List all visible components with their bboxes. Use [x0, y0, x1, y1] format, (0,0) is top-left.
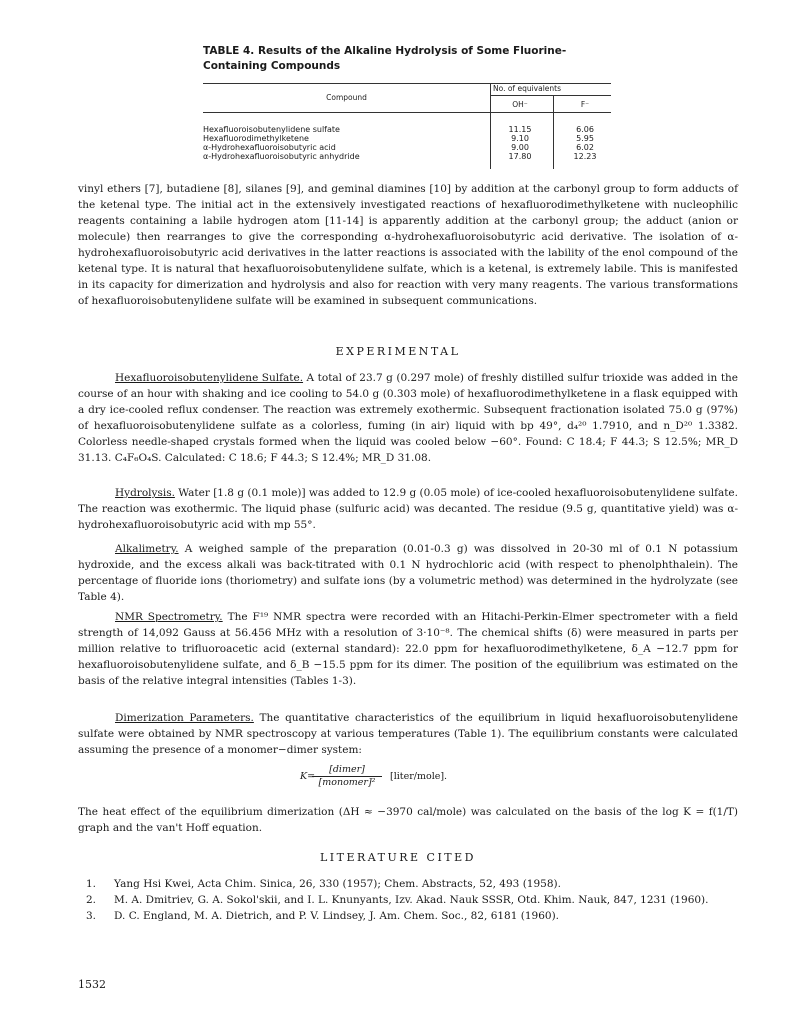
literature-heading: LITERATURE CITED [319, 851, 476, 864]
cell-f: 12.23 [573, 152, 597, 161]
cell-oh: 11.15 [508, 125, 532, 134]
cell-f: 6.02 [576, 143, 594, 152]
section-title: Dimerization Parameters. [115, 712, 254, 724]
header-equivalents: No. of equivalents [493, 84, 561, 93]
formula-denominator: [monomer]² [318, 777, 376, 788]
reference-item [86, 876, 746, 892]
section-title: Alkalimetry. [115, 543, 179, 555]
table-group-rule [491, 95, 611, 96]
section-title: NMR Spectrometry. [115, 611, 223, 623]
reference-number: 2. [86, 894, 97, 906]
table-header-rule [203, 112, 611, 113]
section-text: Water [1.8 g (0.1 mole)] was added to 12.9 g (0.05 mole) of ice-cooled hexafluoroisobutenylidene sulfate. The reaction was exothermic. The liquid phase (sulfuric acid) was decanted. The residue (9.5 g, quantitative yield) was α-hydrohexafluoroisobutyric acid with mp 55°. [78, 487, 738, 531]
intro-paragraph: vinyl ethers [7], butadiene [8], silanes [9], and geminal diamines [10] by addition at the carbonyl group to form adducts of the ketenal type. The initial act in the extensively investigated reactions of hexafluorodimethylketene with nucleophilic reagents containing a labile hydrogen atom [11-14] is apparently addition at the carbonyl group; the adduct (anion or molecule) then rearranges to give the corresponding α-hydrohexafluoroisobutyric acid derivative. The isolation of α-hydrohexafluoroisobutyric acid derivatives in the latter reactions is associated with the lability of the enol compound of the ketenal type. It is natural that hexafluoroisobutenylidene sulfate, which is a ketenal, is extremely labile. This is manifested in its capacity for dimerization and hydrolysis and also for reaction with very many reagents. The various transformations of hexafluoroisobutenylidene sulfate will be examined in subsequent communications. [78, 183, 738, 307]
references-list [86, 876, 746, 924]
section-hydrolysis [78, 485, 738, 533]
reference-text: D. C. England, M. A. Dietrich, and P. V. Lindsey, J. Am. Chem. Soc., 82, 6181 (1960). [114, 910, 559, 922]
section-title: Hexafluoroisobutenylidene Sulfate. [115, 372, 304, 384]
experimental-heading: EXPERIMENTAL [335, 345, 461, 358]
table-row [203, 143, 611, 152]
heat-paragraph: The heat effect of the equilibrium dimerization (ΔH ≈ −3970 cal/mole) was calculated on the basis of the log K = f(1/T) graph and the van't Hoff equation. [78, 806, 738, 834]
cell-compound: α-Hydrohexafluoroisobutyric acid [203, 143, 336, 152]
reference-number: 3. [86, 910, 97, 922]
section-nmr [78, 609, 738, 689]
formula-fraction [312, 764, 382, 789]
cell-compound: Hexafluoroisobutenylidene sulfate [203, 125, 340, 134]
cell-compound: Hexafluorodimethylketene [203, 134, 309, 143]
cell-oh: 17.80 [508, 152, 532, 161]
header-f: F⁻ [580, 100, 590, 109]
cell-compound: α-Hydrohexafluoroisobutyric anhydride [203, 152, 360, 161]
header-compound: Compound [326, 93, 367, 102]
table-caption: TABLE 4. Results of the Alkaline Hydrolysis of Some Fluorine-Containing Compounds [203, 45, 567, 72]
equilibrium-formula [300, 764, 560, 796]
formula-lhs: K= [300, 771, 316, 782]
section-title: Hydrolysis. [115, 487, 175, 499]
table-row [203, 134, 611, 143]
page-number: 1532 [78, 978, 106, 991]
section-text: The F¹⁹ NMR spectra were recorded with an Hitachi-Perkin-Elmer spectrometer with a field strength of 14,092 Gauss at 56.456 MHz with a resolution of 3·10⁻⁸. The chemical shifts (δ) were measured in parts per million relative to trifluoroacetic acid (external standard): 22.0 ppm for hexafluorodimethylketene, δ_A −12.7 ppm for hexafluoroisobutenylidene sulfate, and δ_B −15.5 ppm for its dimer. The position of the equilibrium was estimated on the basis of the relative integral intensities (Tables 1-3). [78, 611, 738, 687]
table-row [203, 125, 611, 134]
section-text: The quantitative characteristics of the equilibrium in liquid hexafluoroisobutenylidene sulfate were obtained by NMR spectroscopy at various temperatures (Table 1). The equilibrium constants were calculated assuming the presence of a monomer−dimer system: [78, 712, 738, 756]
formula-numerator: [dimer] [312, 764, 382, 777]
reference-number: 1. [86, 878, 97, 890]
cell-oh: 9.00 [511, 143, 529, 152]
cell-f: 6.06 [576, 125, 594, 134]
section-sulfate [78, 370, 738, 466]
cell-oh: 9.10 [511, 134, 529, 143]
section-text: A total of 23.7 g (0.297 mole) of freshly distilled sulfur trioxide was added in the course of an hour with shaking and ice cooling to 54.0 g (0.303 mole) of hexafluorodimethylketene in a flask equipped with a dry ice-cooled reflux condenser. The reaction was extremely exothermic. Subsequent fractionation isolated 75.0 g (97%) of hexafluoroisobutenylidene sulfate as a colorless, fuming (in air) liquid with bp 49°, d₄²⁰ 1.7910, and n_D²⁰ 1.3382. Colorless needle-shaped crystals formed when the liquid was cooled below −60°. Found: C 18.4; F 44.3; S 12.5%; MR_D 31.13. C₄F₆O₄S. Calculated: C 18.6; F 44.3; S 12.4%; MR_D 31.08. [78, 372, 739, 464]
section-text: A weighed sample of the preparation (0.01-0.3 g) was dissolved in 20-30 ml of 0.1 N potassium hydroxide, and the excess alkali was back-titrated with 0.1 N hydrochloric acid (with respect to phenolphthalein). The percentage of fluoride ions (thoriometry) and sulfate ions (by a volumetric method) was determined in the hydrolyzate (see Table 4). [78, 543, 738, 603]
section-dimerization [78, 710, 738, 758]
table-row [203, 152, 611, 161]
section-alkalimetry [78, 541, 738, 605]
header-oh: OH⁻ [512, 100, 528, 109]
reference-text: M. A. Dmitriev, G. A. Sokol'skii, and I. L. Knunyants, Izv. Akad. Nauk SSSR, Otd. Khim. Nauk, 847, 1231 (1960). [114, 894, 709, 906]
reference-text: Yang Hsi Kwei, Acta Chim. Sinica, 26, 330 (1957); Chem. Abstracts, 52, 493 (1958). [114, 878, 561, 890]
reference-item [86, 892, 746, 908]
cell-f: 5.95 [576, 134, 594, 143]
formula-units: [liter/mole]. [390, 771, 448, 782]
reference-item [86, 908, 746, 924]
